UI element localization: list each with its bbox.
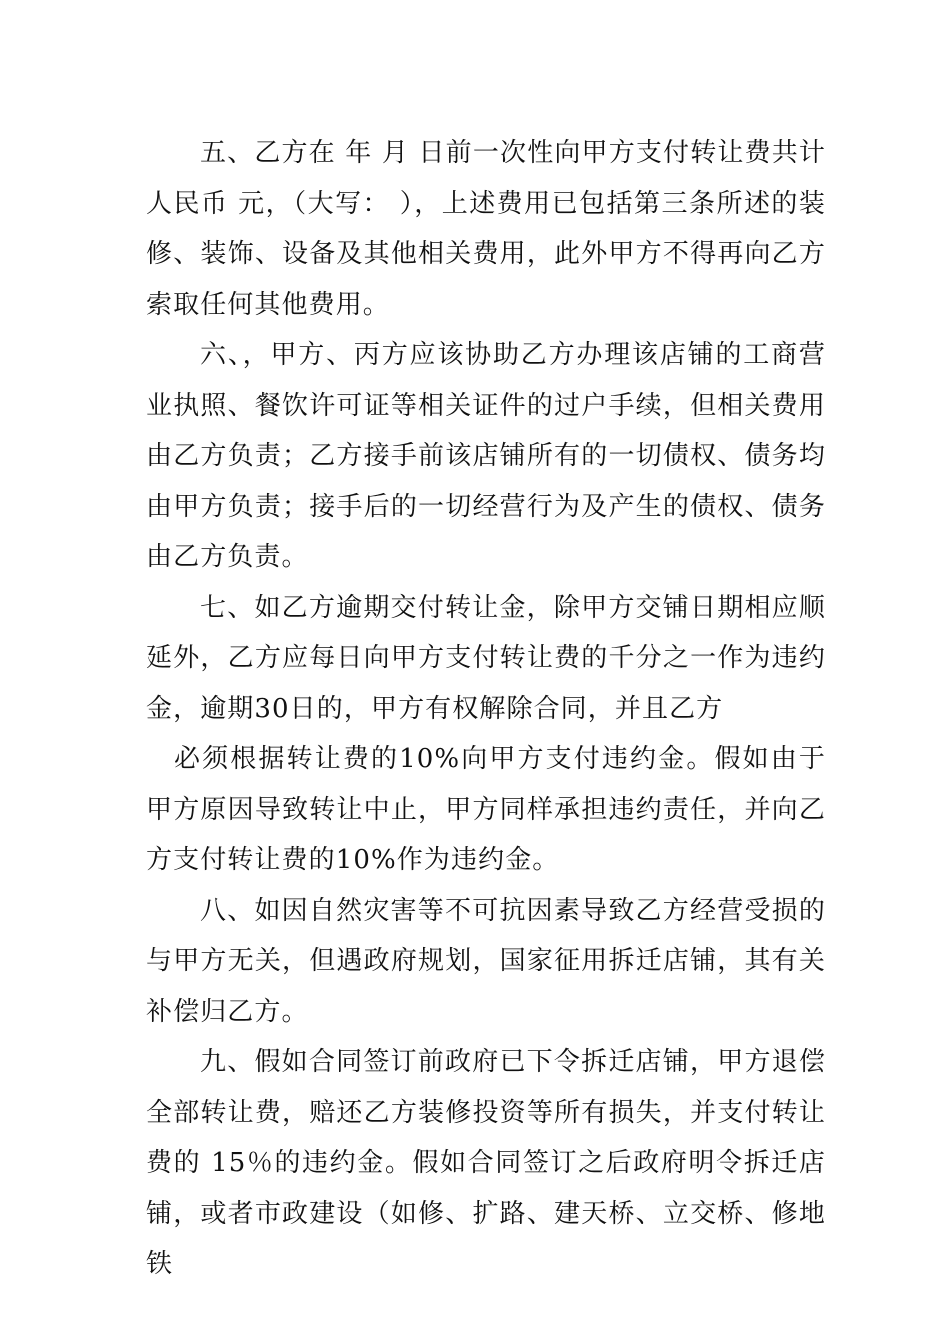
clause-7-paragraph: 七、如乙方逾期交付转让金，除甲方交铺日期相应顺延外，乙方应每日向甲方支付转让费的千分之一作为违约金，逾期30日的，甲方有权解除合同，并且乙方	[146, 592, 826, 724]
clause-5-paragraph: 五、乙方在 年 月 日前一次性向甲方支付转让费共计人民币 元，（大写： ），上述费用已包括第三条所述的装修、装饰、设备及其他相关费用，此外甲方不得再向乙方索取任何其他费用。	[146, 138, 826, 320]
clause-9-paragraph: 九、假如合同签订前政府已下令拆迁店铺，甲方退偿全部转让费，赔还乙方装修投资等所有损失，并支付转让费的 15％的违约金。假如合同签订之后政府明令拆迁店铺，或者市政建设（如修、扩路、建天桥、立交桥、修地铁	[146, 1047, 826, 1279]
clause-7-continuation-paragraph: 必须根据转让费的10%向甲方支付违约金。假如由于甲方原因导致转让中止，甲方同样承担违约责任，并向乙方支付转让费的10%作为违约金。	[146, 744, 826, 875]
clause-8-paragraph: 八、如因自然灾害等不可抗因素导致乙方经营受损的与甲方无关，但遇政府规划，国家征用拆迁店铺，其有关补偿归乙方。	[146, 895, 826, 1027]
document-body	[146, 128, 826, 1290]
clause-6-paragraph: 六、，甲方、丙方应该协助乙方办理该店铺的工商营业执照、餐饮许可证等相关证件的过户手续，但相关费用由乙方负责；乙方接手前该店铺所有的一切债权、债务均由甲方负责；接手后的一切经营行为及产生的债权、债务由乙方负责。	[146, 340, 826, 572]
